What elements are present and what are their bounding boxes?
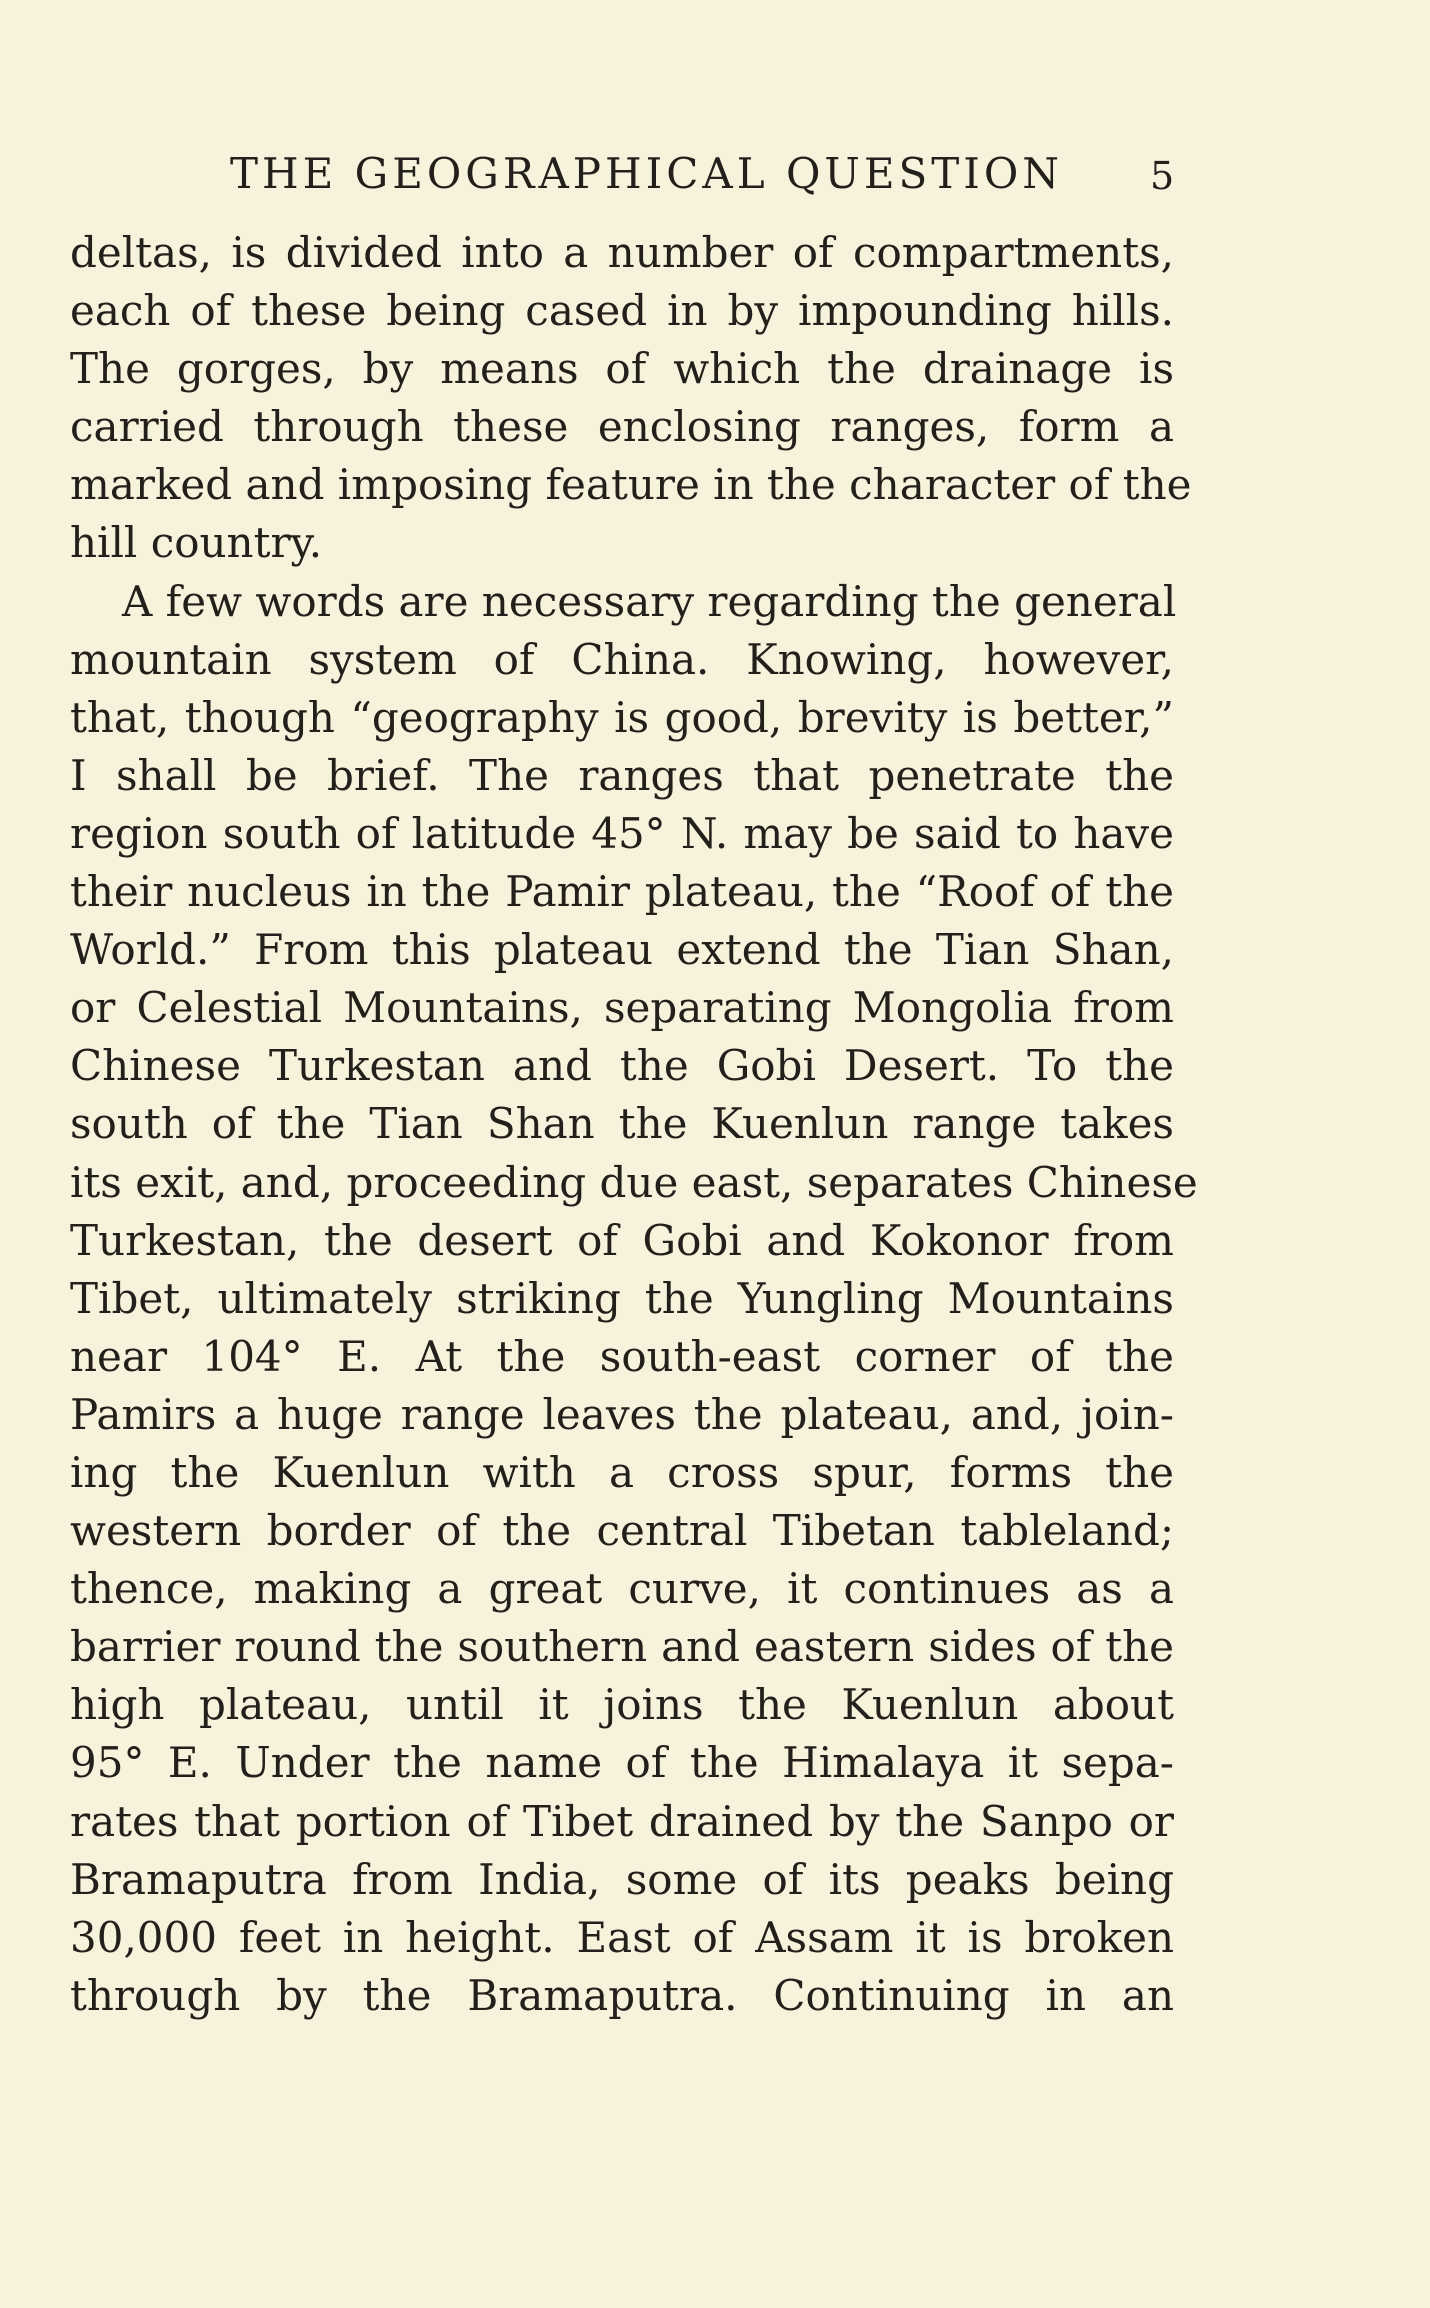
text-line: each of these being cased in by impounding hills. xyxy=(70,286,1174,336)
text-line: World.” From this plateau extend the Tian Shan, xyxy=(70,925,1174,975)
running-head: THE GEOGRAPHICAL QUESTION xyxy=(230,149,1064,198)
body-text xyxy=(70,224,1198,2025)
text-line: carried through these enclosing ranges, form a xyxy=(70,402,1174,452)
text-line: south of the Tian Shan the Kuenlun range takes xyxy=(70,1099,1174,1149)
text-line: The gorges, by means of which the drainage is xyxy=(70,344,1174,394)
text-line: Turkestan, the desert of Gobi and Kokonor from xyxy=(70,1215,1174,1265)
text-line: Bramaputra from India, some of its peaks being xyxy=(70,1854,1174,1904)
text-line: deltas, is divided into a number of compartments, xyxy=(70,228,1174,277)
text-line: near 104° E. At the south-east corner of the xyxy=(70,1331,1174,1381)
text-line: marked and imposing feature in the character of the xyxy=(70,460,1192,510)
text-line: I shall be brief. The ranges that penetrate the xyxy=(70,750,1174,800)
text-line: 30,000 feet in height. East of Assam it is broken xyxy=(70,1912,1174,1962)
text-line: high plateau, until it joins the Kuenlun about xyxy=(70,1680,1174,1730)
text-line: A few words are necessary regarding the general xyxy=(122,576,1177,626)
text-line: ing the Kuenlun with a cross spur, forms the xyxy=(70,1447,1174,1497)
text-line: Tibet, ultimately striking the Yungling Mountains xyxy=(70,1273,1174,1323)
text-line: their nucleus in the Pamir plateau, the “Roof of the xyxy=(70,867,1174,917)
text-line: western border of the central Tibetan tableland; xyxy=(70,1506,1174,1556)
text-line: region south of latitude 45° N. may be said to have xyxy=(70,808,1174,858)
text-line: thence, making a great curve, it continues as a xyxy=(70,1564,1174,1614)
text-line: hill country. xyxy=(70,518,323,568)
text-line: mountain system of China. Knowing, however, xyxy=(70,634,1174,684)
text-line: or Celestial Mountains, separating Mongolia from xyxy=(70,983,1174,1033)
text-line: Pamirs a huge range leaves the plateau, and, join- xyxy=(70,1389,1174,1439)
page-number: 5 xyxy=(1150,154,1175,198)
text-line: Chinese Turkestan and the Gobi Desert. To the xyxy=(70,1041,1174,1091)
text-line: through by the Bramaputra. Continuing in an xyxy=(70,1970,1174,2020)
text-line: 95° E. Under the name of the Himalaya it sepa- xyxy=(70,1738,1174,1788)
text-line: its exit, and, proceeding due east, separates Chinese xyxy=(70,1157,1198,1207)
text-line: that, though “geography is good, brevity is better,” xyxy=(70,692,1174,742)
text-line: rates that portion of Tibet drained by the Sanpo or xyxy=(70,1796,1174,1846)
text-line: barrier round the southern and eastern sides of the xyxy=(70,1622,1174,1672)
